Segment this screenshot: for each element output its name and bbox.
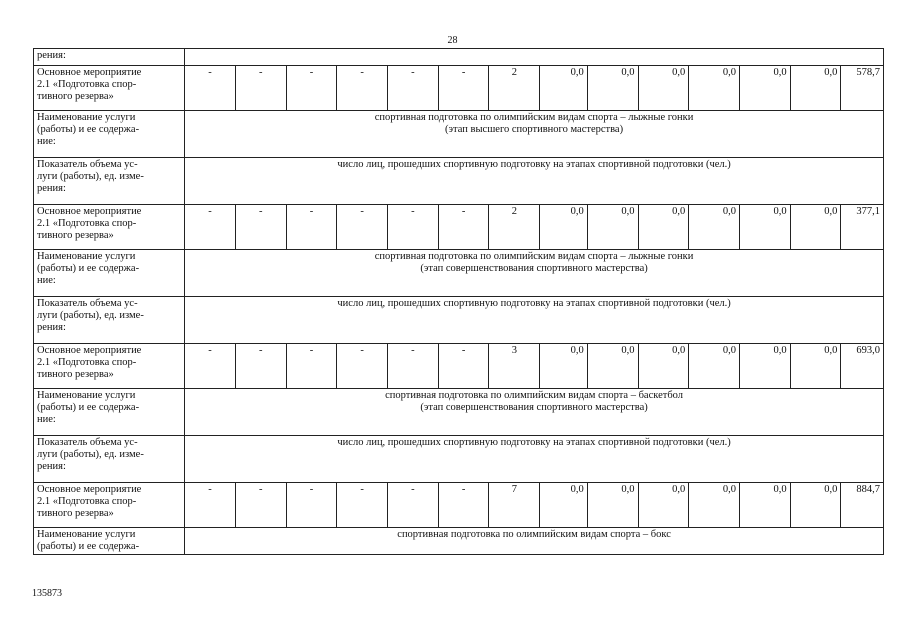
indicator-description: число лиц, прошедших спортивную подготовку на этапах спортивной подготовки (чел.) <box>185 158 884 205</box>
service-label-line: ние: <box>37 275 56 286</box>
fragment-label: рения: <box>34 49 185 66</box>
service-text-line: (этап совершенствования спортивного мастерства) <box>420 263 648 274</box>
dash-cell: - <box>286 205 337 250</box>
service-label-line: (работы) и ее содержа- <box>37 124 140 135</box>
table-row-indicator <box>34 158 884 205</box>
dash-cell: - <box>235 344 286 389</box>
activity-label-line: Основное мероприятие <box>37 206 142 217</box>
dash-cell: - <box>185 483 236 528</box>
service-text-line: спортивная подготовка по олимпийским видам спорта – лыжные гонки <box>374 251 694 262</box>
value-cell: 0,0 <box>689 205 740 250</box>
program-activities-table <box>33 48 884 555</box>
dash-cell: - <box>235 66 286 111</box>
value-cell: 0,0 <box>540 483 588 528</box>
table-row-activity <box>34 66 884 111</box>
table-row-activity <box>34 344 884 389</box>
dash-cell: - <box>388 205 439 250</box>
footer-code: 135873 <box>32 588 62 599</box>
value-cell: 0,0 <box>638 344 689 389</box>
activity-label-line: тивного резерва» <box>37 508 114 519</box>
indicator-label-line: рения: <box>37 461 66 472</box>
dash-cell: - <box>185 344 236 389</box>
value-cell: 0,0 <box>739 205 790 250</box>
indicator-label-line: луги (работы), ед. изме- <box>37 171 144 182</box>
service-text-line: спортивная подготовка по олимпийским видам спорта – баскетбол <box>385 390 684 401</box>
dash-cell: - <box>337 483 388 528</box>
service-label-line: (работы) и ее содержа- <box>37 263 140 274</box>
value-cell: 0,0 <box>790 483 841 528</box>
dash-cell: - <box>388 66 439 111</box>
quantity-cell: 7 <box>489 483 540 528</box>
service-text-line: спортивная подготовка по олимпийским видам спорта – бокс <box>397 529 671 540</box>
service-text-line: спортивная подготовка по олимпийским видам спорта – лыжные гонки <box>374 112 694 123</box>
table-row-service <box>34 250 884 297</box>
quantity-cell: 2 <box>489 66 540 111</box>
table-row-service <box>34 528 884 555</box>
value-cell: 0,0 <box>790 205 841 250</box>
indicator-label-line: рения: <box>37 183 66 194</box>
indicator-label-line: луги (работы), ед. изме- <box>37 449 144 460</box>
service-label <box>34 250 185 297</box>
service-description <box>185 250 884 297</box>
value-cell: 0,0 <box>540 344 588 389</box>
service-label <box>34 111 185 158</box>
dash-cell: - <box>235 205 286 250</box>
value-cell: 0,0 <box>739 483 790 528</box>
dash-cell: - <box>235 483 286 528</box>
service-label-line: Наименование услуги <box>37 390 136 401</box>
service-description <box>185 389 884 436</box>
indicator-label <box>34 297 185 344</box>
dash-cell: - <box>185 66 236 111</box>
dash-cell: - <box>438 66 489 111</box>
activity-label-line: Основное мероприятие <box>37 484 142 495</box>
value-cell: 0,0 <box>540 66 588 111</box>
table-row-activity <box>34 483 884 528</box>
value-cell: 0,0 <box>587 344 638 389</box>
service-label <box>34 389 185 436</box>
service-label-line: ние: <box>37 136 56 147</box>
service-label-line: Наименование услуги <box>37 251 136 262</box>
indicator-description: число лиц, прошедших спортивную подготовку на этапах спортивной подготовки (чел.) <box>185 297 884 344</box>
value-cell: 0,0 <box>689 344 740 389</box>
dash-cell: - <box>438 483 489 528</box>
value-cell: 0,0 <box>790 344 841 389</box>
dash-cell: - <box>286 483 337 528</box>
indicator-label-line: луги (работы), ед. изме- <box>37 310 144 321</box>
dash-cell: - <box>388 483 439 528</box>
service-label-line: (работы) и ее содержа- <box>37 541 140 552</box>
service-label <box>34 528 185 555</box>
total-cell: 377,1 <box>841 205 884 250</box>
value-cell: 0,0 <box>587 66 638 111</box>
activity-label <box>34 66 185 111</box>
activity-label-line: Основное мероприятие <box>37 67 142 78</box>
service-description <box>185 528 884 555</box>
dash-cell: - <box>185 205 236 250</box>
quantity-cell: 3 <box>489 344 540 389</box>
value-cell: 0,0 <box>689 483 740 528</box>
table-row-indicator <box>34 436 884 483</box>
page-number: 28 <box>447 35 458 46</box>
table-row-indicator <box>34 297 884 344</box>
service-description <box>185 111 884 158</box>
dash-cell: - <box>337 344 388 389</box>
service-label-line: ние: <box>37 414 56 425</box>
activity-label <box>34 205 185 250</box>
activity-label-line: 2.1 «Подготовка спор- <box>37 79 137 90</box>
service-label-line: Наименование услуги <box>37 112 136 123</box>
indicator-label-line: Показатель объема ус- <box>37 298 138 309</box>
value-cell: 0,0 <box>739 344 790 389</box>
service-text-line: (этап совершенствования спортивного мастерства) <box>420 402 648 413</box>
total-cell: 884,7 <box>841 483 884 528</box>
table-body <box>34 49 884 555</box>
indicator-label-line: Показатель объема ус- <box>37 159 138 170</box>
table-row-fragment <box>34 49 884 66</box>
table-row-service <box>34 111 884 158</box>
table-row-service <box>34 389 884 436</box>
activity-label-line: 2.1 «Подготовка спор- <box>37 496 137 507</box>
service-label-line: (работы) и ее содержа- <box>37 402 140 413</box>
total-cell: 578,7 <box>841 66 884 111</box>
indicator-label-line: рения: <box>37 322 66 333</box>
dash-cell: - <box>286 66 337 111</box>
total-cell: 693,0 <box>841 344 884 389</box>
value-cell: 0,0 <box>638 205 689 250</box>
indicator-description: число лиц, прошедших спортивную подготовку на этапах спортивной подготовки (чел.) <box>185 436 884 483</box>
dash-cell: - <box>388 344 439 389</box>
dash-cell: - <box>286 344 337 389</box>
activity-label-line: тивного резерва» <box>37 230 114 241</box>
activity-label <box>34 483 185 528</box>
dash-cell: - <box>438 205 489 250</box>
value-cell: 0,0 <box>689 66 740 111</box>
fragment-cell <box>185 49 884 66</box>
value-cell: 0,0 <box>790 66 841 111</box>
indicator-label <box>34 158 185 205</box>
activity-label-line: Основное мероприятие <box>37 345 142 356</box>
value-cell: 0,0 <box>739 66 790 111</box>
value-cell: 0,0 <box>587 483 638 528</box>
value-cell: 0,0 <box>587 205 638 250</box>
dash-cell: - <box>438 344 489 389</box>
value-cell: 0,0 <box>638 66 689 111</box>
quantity-cell: 2 <box>489 205 540 250</box>
dash-cell: - <box>337 66 388 111</box>
dash-cell: - <box>337 205 388 250</box>
activity-label-line: тивного резерва» <box>37 91 114 102</box>
activity-label-line: 2.1 «Подготовка спор- <box>37 218 137 229</box>
activity-label-line: 2.1 «Подготовка спор- <box>37 357 137 368</box>
value-cell: 0,0 <box>638 483 689 528</box>
service-label-line: Наименование услуги <box>37 529 136 540</box>
indicator-label-line: Показатель объема ус- <box>37 437 138 448</box>
table-row-activity <box>34 205 884 250</box>
activity-label <box>34 344 185 389</box>
value-cell: 0,0 <box>540 205 588 250</box>
activity-label-line: тивного резерва» <box>37 369 114 380</box>
service-text-line: (этап высшего спортивного мастерства) <box>445 124 624 135</box>
indicator-label <box>34 436 185 483</box>
